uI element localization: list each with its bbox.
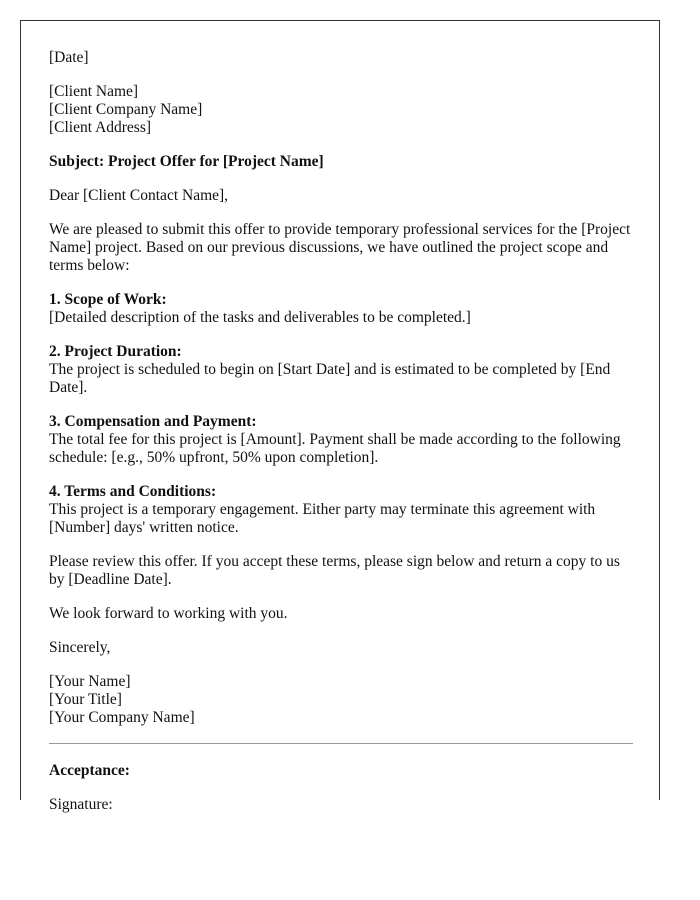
sender-name: [Your Name]: [49, 673, 131, 690]
section-heading: 1. Scope of Work:: [49, 291, 167, 308]
review-paragraph: Please review this offer. If you accept these terms, please sign below and return a copy to us by [Deadline Date].: [49, 553, 620, 588]
client-name: [Client Name]: [49, 83, 139, 100]
letter-date: [Date]: [49, 49, 89, 66]
section-body: This project is a temporary engagement. Either party may terminate this agreement with [Number] days' written notice.: [49, 501, 596, 536]
sender-company: [Your Company Name]: [49, 709, 195, 726]
letter-signoff: Sincerely,: [49, 639, 111, 656]
section-heading: 4. Terms and Conditions:: [49, 483, 217, 500]
section-body: [Detailed description of the tasks and deliverables to be completed.]: [49, 309, 471, 326]
acceptance-heading: Acceptance:: [49, 762, 130, 779]
closing-note: We look forward to working with you.: [49, 605, 288, 622]
letter-page: [20, 20, 660, 813]
letter-subject: Subject: Project Offer for [Project Name]: [49, 153, 324, 170]
letter-intro: We are pleased to submit this offer to provide temporary professional services for the [Project Name] project. Based on our previous discussions, we have outlined the project scope and terms below:: [49, 221, 631, 274]
letter-content: [49, 49, 633, 813]
section-heading: 3. Compensation and Payment:: [49, 413, 257, 430]
sender-title: [Your Title]: [49, 691, 122, 708]
client-address-block: [49, 83, 633, 137]
section-heading: 2. Project Duration:: [49, 343, 182, 360]
letter-salutation: Dear [Client Contact Name],: [49, 187, 229, 204]
section-terms: [49, 483, 633, 537]
section-scope: [49, 291, 633, 327]
section-body: The total fee for this project is [Amount]. Payment shall be made according to the following schedule: [e.g., 50% upfront, 50% upon completion].: [49, 431, 621, 466]
signature-label: Signature:: [49, 796, 113, 813]
acceptance-divider: [49, 743, 633, 744]
section-body: The project is scheduled to begin on [Start Date] and is estimated to be completed by [End Date].: [49, 361, 611, 396]
section-duration: [49, 343, 633, 397]
client-company: [Client Company Name]: [49, 101, 203, 118]
sender-block: [49, 673, 633, 727]
section-compensation: [49, 413, 633, 467]
client-address: [Client Address]: [49, 119, 152, 136]
